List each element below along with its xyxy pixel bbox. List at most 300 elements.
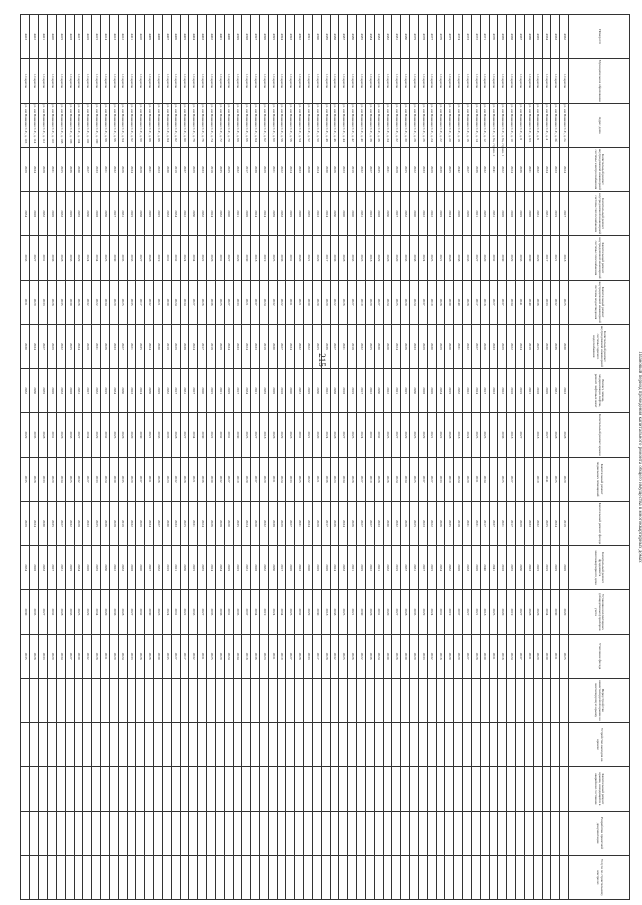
cell-year (242, 723, 251, 767)
cell-year: 2018 (480, 280, 489, 324)
cell-year: 2036 (109, 590, 118, 634)
cell-mo: г. Саратов (198, 59, 207, 103)
cell-year (295, 767, 304, 811)
cell-year: 2028 (74, 501, 83, 545)
cell-year: 2030 (304, 280, 313, 324)
cell-year: 2030 (101, 546, 110, 590)
table-row (207, 15, 216, 900)
cell-year: 2034 (30, 324, 39, 368)
cell-n: 4390 (312, 15, 321, 59)
cell-year: 2027 (489, 280, 498, 324)
cell-n: 4370 (489, 15, 498, 59)
cell-addr: ул. им Пашенко С.Г., д. 74 (207, 103, 216, 147)
cell-year: 2035 (410, 590, 419, 634)
cell-year: 2031 (286, 280, 295, 324)
cell-year (330, 855, 339, 899)
cell-year (507, 678, 516, 722)
cell-year: 2026 (427, 369, 436, 413)
cell-year: 2026 (348, 501, 357, 545)
cell-n: 4362 (560, 15, 569, 59)
cell-year (56, 678, 65, 722)
cell-year: 2035 (304, 192, 313, 236)
cell-mo: г. Саратов (180, 59, 189, 103)
cell-year: 2025 (533, 324, 542, 368)
cell-year (83, 678, 92, 722)
cell-year: 2029 (516, 501, 525, 545)
cell-year: 2027 (286, 634, 295, 678)
cell-year (171, 855, 180, 899)
cell-year (383, 678, 392, 722)
cell-year: 2020 (304, 546, 313, 590)
cell-year: 2028 (56, 590, 65, 634)
cell-year: 2019 (427, 280, 436, 324)
cell-n: 4412 (118, 15, 127, 59)
cell-year: 2029 (215, 634, 224, 678)
cell-year (189, 678, 198, 722)
cell-year: 2029 (365, 280, 374, 324)
cell-addr: ул. им Пашенко С.Г., д. 6а, строен. 2 (489, 103, 498, 147)
cell-year (410, 767, 419, 811)
cell-year (445, 855, 454, 899)
cell-year (436, 678, 445, 722)
cell-year: 2027 (198, 590, 207, 634)
cell-year: 2032 (401, 192, 410, 236)
cell-year: 2021 (436, 236, 445, 280)
cell-year (180, 767, 189, 811)
table-row (189, 15, 198, 900)
cell-year (524, 457, 533, 501)
cell-year: 2031 (180, 369, 189, 413)
cell-year (383, 855, 392, 899)
cell-year: 2025 (56, 147, 65, 191)
cell-year (401, 855, 410, 899)
cell-year: 2022 (304, 457, 313, 501)
cell-year (224, 767, 233, 811)
cell-year: 2019 (162, 324, 171, 368)
cell-year: 2032 (65, 501, 74, 545)
cell-year (65, 678, 74, 722)
cell-year: 2034 (339, 457, 348, 501)
cell-year: 2033 (295, 147, 304, 191)
cell-year: 2027 (224, 236, 233, 280)
cell-year: 2022 (463, 369, 472, 413)
table-row (533, 15, 542, 900)
cell-n: 4379 (410, 15, 419, 59)
table-row (74, 15, 83, 900)
cell-year: 2031 (463, 501, 472, 545)
cell-year (463, 678, 472, 722)
cell-year (445, 678, 454, 722)
cell-year: 2027 (418, 546, 427, 590)
cell-year: 2041 (489, 546, 498, 590)
cell-year: 2025 (410, 501, 419, 545)
table-row (427, 15, 436, 900)
cell-year (136, 767, 145, 811)
cell-year: 2029 (189, 147, 198, 191)
cell-year (365, 855, 374, 899)
cell-addr: ул. им Пашенко С.Г., д. 102 (83, 103, 92, 147)
cell-year: 2028 (171, 413, 180, 457)
cell-year: 2032 (463, 324, 472, 368)
cell-year: 2035 (374, 147, 383, 191)
cell-year (242, 855, 251, 899)
cell-year: 2018 (207, 147, 216, 191)
cell-year: 2033 (251, 324, 260, 368)
cell-year (330, 723, 339, 767)
cell-mo: г. Саратов (56, 59, 65, 103)
cell-year (392, 811, 401, 855)
cell-mo: г. Саратов (48, 59, 57, 103)
table-row (56, 15, 65, 900)
table-row (180, 15, 189, 900)
cell-addr: ул. им Пашенко С.Г., д. 114 (30, 103, 39, 147)
cell-year: 2032 (136, 590, 145, 634)
cell-year: 2028 (145, 236, 154, 280)
cell-year: 2022 (498, 369, 507, 413)
cell-year: 2035 (92, 546, 101, 590)
cell-addr: ул. им Пашенко С.Г., д. 6а, строен. 1 (498, 103, 507, 147)
cell-addr: ул. им Пашенко С.Г., д. 4 (542, 103, 551, 147)
cell-year (145, 767, 154, 811)
cell-addr: ул. им Пашенко С.Г., д. 112 (39, 103, 48, 147)
cell-year: 2023 (127, 369, 136, 413)
cell-year: 2034 (242, 369, 251, 413)
cell-year: 2030 (445, 280, 454, 324)
cell-year: 2033 (39, 457, 48, 501)
table-header-row (569, 15, 630, 900)
cell-year: 2028 (374, 192, 383, 236)
cell-year: 2029 (260, 457, 269, 501)
cell-year: 2026 (268, 413, 277, 457)
page-number: 215 (316, 353, 327, 367)
cell-year: 2029 (21, 147, 30, 191)
cell-year: 2027 (542, 413, 551, 457)
cell-year: 2027 (392, 192, 401, 236)
cell-year: 2033 (277, 192, 286, 236)
cell-mo: г. Саратов (74, 59, 83, 103)
cell-year (489, 678, 498, 722)
cell-year: 2033 (56, 192, 65, 236)
cell-year: 2018 (436, 634, 445, 678)
cell-year: 2032 (445, 546, 454, 590)
cell-year: 2022 (365, 546, 374, 590)
cell-year: 2017 (507, 501, 516, 545)
cell-year: 2019 (101, 369, 110, 413)
cell-mo: г. Саратов (118, 59, 127, 103)
cell-mo: г. Саратов (551, 59, 560, 103)
cell-year: 2029 (48, 457, 57, 501)
cell-year: 2026 (207, 501, 216, 545)
cell-addr: ул. им Пашенко С.Г., д. 14 (471, 103, 480, 147)
cell-year (507, 855, 516, 899)
cell-year (162, 767, 171, 811)
cell-year: 2030 (374, 369, 383, 413)
cell-mo: г. Саратов (65, 59, 74, 103)
cell-year: 2022 (198, 236, 207, 280)
cell-year: 2024 (374, 634, 383, 678)
cell-year (436, 855, 445, 899)
cell-year: 2033 (304, 634, 313, 678)
table-row (21, 15, 30, 900)
cell-year (215, 678, 224, 722)
cell-year: 2037 (418, 457, 427, 501)
cell-year: 2026 (542, 369, 551, 413)
cell-year: 2028 (374, 457, 383, 501)
cell-year: 2022 (330, 280, 339, 324)
cell-year: 2024 (392, 457, 401, 501)
cell-year (516, 767, 525, 811)
cell-year: 2024 (560, 147, 569, 191)
cell-year: 2024 (171, 280, 180, 324)
capital-repair-table (20, 14, 630, 900)
cell-year: 2028 (56, 236, 65, 280)
cell-year: 2031 (268, 457, 277, 501)
cell-year (83, 811, 92, 855)
cell-year: 2020 (136, 546, 145, 590)
column-header: Капитальный ремонт внутридомовой инженерной системы теплоснабжения (569, 192, 630, 236)
cell-n: 4371 (480, 15, 489, 59)
cell-year: 2033 (127, 634, 136, 678)
cell-addr: ул. им Пашенко С.Г., д. 3б (551, 103, 560, 147)
cell-year: 2018 (242, 634, 251, 678)
cell-year (348, 811, 357, 855)
cell-year: 2024 (418, 236, 427, 280)
cell-year: 2029 (516, 192, 525, 236)
cell-year (516, 457, 525, 501)
cell-year (418, 811, 427, 855)
cell-year: 2025 (365, 324, 374, 368)
cell-year: 2025 (127, 192, 136, 236)
cell-year (171, 767, 180, 811)
cell-year: 2031 (524, 147, 533, 191)
cell-year (339, 723, 348, 767)
cell-year: 2028 (83, 324, 92, 368)
cell-year: 2029 (74, 236, 83, 280)
cell-year (551, 767, 560, 811)
cell-year: 2035 (30, 590, 39, 634)
cell-addr: ул. им Пашенко С.Г., д. 36 (374, 103, 383, 147)
cell-year (224, 723, 233, 767)
cell-year: 2030 (542, 324, 551, 368)
cell-year: 2042 (454, 147, 463, 191)
cell-year: 2021 (304, 413, 313, 457)
cell-year: 2029 (83, 590, 92, 634)
cell-year: 2017 (136, 280, 145, 324)
table-caption: Плановый период проведения капитального ремонта общего имущества в многоквартирных домах (637, 351, 642, 563)
cell-year (410, 723, 419, 767)
cell-year: 2032 (392, 501, 401, 545)
cell-year: 2031 (383, 147, 392, 191)
column-header: Капитальный ремонт внутридомовой инженерной системы электроснабжения (569, 147, 630, 191)
cell-year: 2019 (348, 369, 357, 413)
cell-year (162, 678, 171, 722)
cell-year: 2028 (418, 369, 427, 413)
cell-year: 2038 (454, 236, 463, 280)
cell-year: 2027 (286, 501, 295, 545)
cell-year (542, 767, 551, 811)
cell-year: 2029 (21, 413, 30, 457)
cell-year: 2035 (136, 324, 145, 368)
cell-year: 2023 (551, 147, 560, 191)
cell-n: 4391 (304, 15, 313, 59)
cell-year: 2029 (21, 501, 30, 545)
cell-year (330, 678, 339, 722)
cell-mo: г. Саратов (524, 59, 533, 103)
cell-mo: г. Саратов (471, 59, 480, 103)
column-header: Ремонт, замена, модернизация лифтов, ремонт лифтовых шахт (569, 369, 630, 413)
cell-year (30, 767, 39, 811)
cell-n: 4387 (339, 15, 348, 59)
cell-mo: г. Саратов (101, 59, 110, 103)
cell-year: 2031 (145, 457, 154, 501)
cell-year (109, 811, 118, 855)
table-row (436, 15, 445, 900)
cell-year (304, 855, 313, 899)
cell-year: 2021 (268, 147, 277, 191)
cell-year (277, 723, 286, 767)
table-row (339, 15, 348, 900)
cell-year (260, 767, 269, 811)
cell-mo: г. Саратов (251, 59, 260, 103)
cell-year: 2032 (109, 147, 118, 191)
cell-year: 2037 (242, 590, 251, 634)
cell-year: 2020 (383, 590, 392, 634)
cell-n: 4409 (145, 15, 154, 59)
cell-year: 2032 (533, 501, 542, 545)
cell-year (480, 678, 489, 722)
cell-year: 2031 (374, 590, 383, 634)
cell-year: 2018 (365, 236, 374, 280)
cell-year: 2031 (471, 501, 480, 545)
cell-year: 2033 (542, 280, 551, 324)
cell-year: 2030 (410, 369, 419, 413)
cell-year: 2030 (74, 147, 83, 191)
cell-mo: г. Саратов (321, 59, 330, 103)
cell-year (410, 678, 419, 722)
cell-year: 2022 (383, 369, 392, 413)
table-row (454, 15, 463, 900)
cell-year: 2031 (365, 413, 374, 457)
cell-year: 2031 (224, 590, 233, 634)
cell-year: 2036 (277, 236, 286, 280)
cell-year: 2020 (401, 280, 410, 324)
table-row (30, 15, 39, 900)
cell-year: 2027 (83, 457, 92, 501)
cell-year: 2037 (489, 501, 498, 545)
cell-mo: г. Саратов (224, 59, 233, 103)
cell-year: 2033 (489, 324, 498, 368)
cell-year: 2032 (215, 192, 224, 236)
cell-year: 2038 (136, 192, 145, 236)
cell-year (551, 855, 560, 899)
cell-year: 2023 (357, 236, 366, 280)
cell-year (21, 855, 30, 899)
cell-year: 2025 (207, 369, 216, 413)
cell-year: 2036 (207, 280, 216, 324)
cell-year (427, 723, 436, 767)
cell-year: 2033 (286, 457, 295, 501)
cell-addr: ул. им Пашенко С.Г., д. 84 (162, 103, 171, 147)
cell-year: 2027 (180, 413, 189, 457)
cell-year: 2027 (374, 280, 383, 324)
cell-year (118, 723, 127, 767)
cell-mo: г. Саратов (277, 59, 286, 103)
cell-year (418, 678, 427, 722)
cell-year (357, 767, 366, 811)
cell-year (109, 723, 118, 767)
cell-year: 2023 (524, 546, 533, 590)
cell-year: 2029 (357, 546, 366, 590)
cell-year: 2030 (21, 590, 30, 634)
cell-addr: ул. им Пашенко С.Г., д. 82 (171, 103, 180, 147)
cell-year: 2038 (180, 324, 189, 368)
cell-n: 4384 (365, 15, 374, 59)
cell-mo: г. Саратов (339, 59, 348, 103)
cell-year: 2031 (454, 324, 463, 368)
cell-year: 2020 (410, 192, 419, 236)
cell-addr: ул. им Пашенко С.Г., д. 86 (154, 103, 163, 147)
cell-year: 2030 (39, 501, 48, 545)
cell-n: 4417 (74, 15, 83, 59)
cell-year (427, 767, 436, 811)
cell-year: 2018 (507, 413, 516, 457)
cell-year: 2036 (145, 369, 154, 413)
cell-year: 2030 (330, 192, 339, 236)
cell-year (304, 678, 313, 722)
cell-year: 2022 (365, 369, 374, 413)
table-row (524, 15, 533, 900)
cell-year (436, 767, 445, 811)
cell-year: 2024 (207, 546, 216, 590)
cell-addr: ул. им Пашенко С.Г., д. 64 (251, 103, 260, 147)
cell-year: 2027 (357, 501, 366, 545)
cell-year: 2031 (118, 192, 127, 236)
cell-year: 2029 (533, 236, 542, 280)
cell-year: 2036 (65, 147, 74, 191)
cell-year: 2036 (180, 546, 189, 590)
cell-year: 2027 (189, 280, 198, 324)
cell-year (348, 767, 357, 811)
cell-year: 2034 (74, 324, 83, 368)
cell-year (480, 855, 489, 899)
cell-year: 2031 (92, 324, 101, 368)
cell-year: 2024 (224, 634, 233, 678)
cell-mo: г. Саратов (127, 59, 136, 103)
cell-n: 4381 (392, 15, 401, 59)
cell-year: 2024 (463, 413, 472, 457)
cell-n: 4375 (445, 15, 454, 59)
cell-year: 2019 (260, 590, 269, 634)
column-header: Разработка проектной документации (569, 811, 630, 855)
cell-year (21, 811, 30, 855)
cell-year: 2024 (507, 147, 516, 191)
column-header: Муниципальное образование (569, 59, 630, 103)
cell-year: 2033 (65, 413, 74, 457)
cell-year (471, 767, 480, 811)
table-row (171, 15, 180, 900)
cell-year (65, 767, 74, 811)
cell-year (560, 855, 569, 899)
cell-year: 2034 (304, 501, 313, 545)
cell-year (56, 723, 65, 767)
cell-year: 2025 (339, 634, 348, 678)
cell-year: 2024 (242, 324, 251, 368)
cell-year: 2035 (127, 280, 136, 324)
cell-mo: г. Саратов (533, 59, 542, 103)
cell-year: 2022 (92, 280, 101, 324)
cell-year: 2033 (463, 236, 472, 280)
cell-n: 4373 (463, 15, 472, 59)
